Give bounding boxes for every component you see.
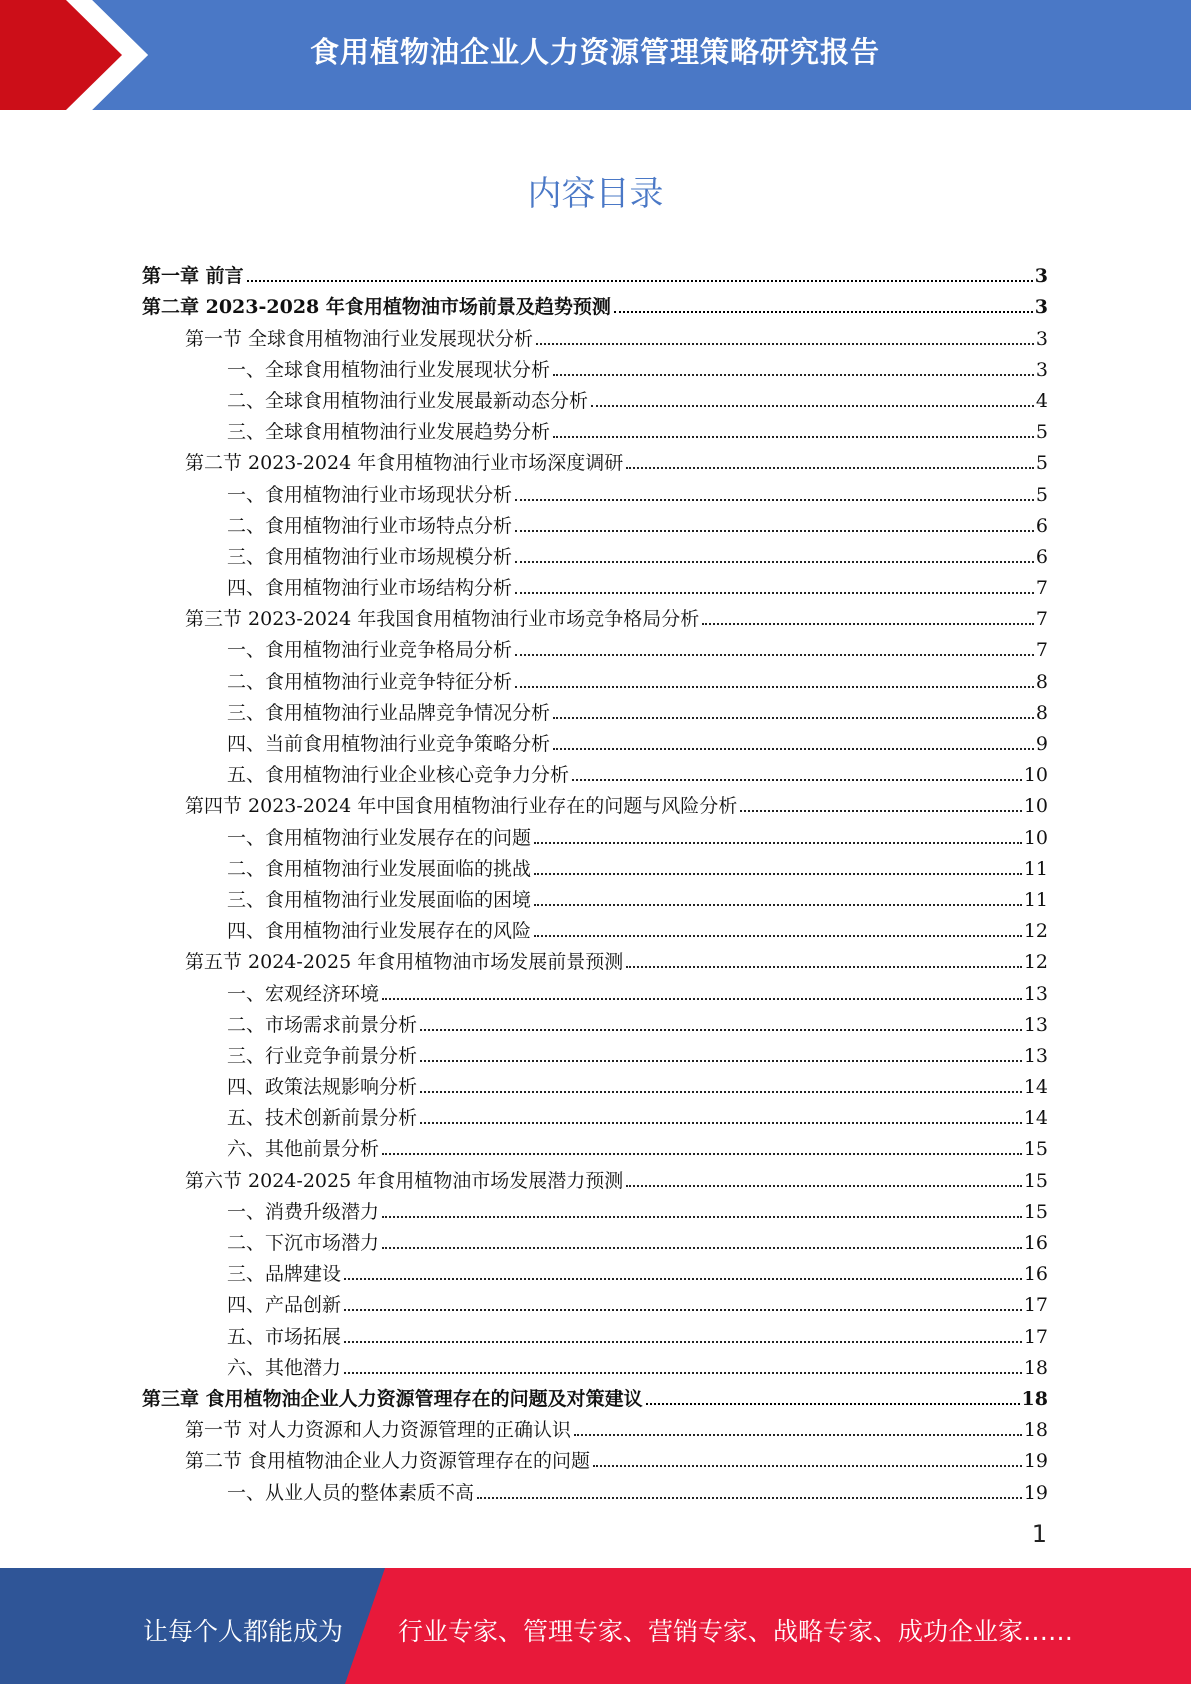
toc-entry[interactable] bbox=[142, 1410, 1048, 1441]
toc-entry-page: 18 bbox=[1023, 1419, 1048, 1442]
toc-entry[interactable] bbox=[142, 1067, 1048, 1098]
toc-entry[interactable] bbox=[142, 1005, 1048, 1036]
toc-entry-label: 第五节 2024-2025 年食用植物油市场发展前景预测 bbox=[185, 951, 624, 974]
toc-entry-page: 18 bbox=[1021, 1387, 1048, 1410]
toc-entry-page: 7 bbox=[1035, 639, 1048, 662]
toc-entry[interactable] bbox=[142, 350, 1048, 381]
toc-entry-page: 14 bbox=[1023, 1107, 1048, 1130]
toc-entry-label: 四、食用植物油行业市场结构分析 bbox=[227, 577, 513, 600]
toc-dot-leader bbox=[515, 686, 1034, 688]
toc-dot-leader bbox=[515, 499, 1034, 501]
toc-entry[interactable] bbox=[142, 599, 1048, 630]
toc-entry-label: 第六节 2024-2025 年食用植物油市场发展潜力预测 bbox=[185, 1169, 624, 1192]
toc-entry-label: 五、食用植物油行业企业核心竞争力分析 bbox=[227, 764, 570, 787]
toc-entry-label: 二、全球食用植物油行业发展最新动态分析 bbox=[227, 389, 589, 412]
toc-entry-label: 三、食用植物油行业市场规模分析 bbox=[227, 545, 513, 568]
toc-entry[interactable] bbox=[142, 849, 1048, 880]
toc-entry-page: 16 bbox=[1023, 1263, 1048, 1286]
toc-dot-leader bbox=[553, 717, 1034, 719]
toc-entry[interactable] bbox=[142, 755, 1048, 786]
toc-entry-page: 7 bbox=[1035, 608, 1048, 631]
toc-entry-label: 二、食用植物油行业竞争特征分析 bbox=[227, 670, 513, 693]
toc-dot-leader bbox=[344, 1341, 1022, 1343]
toc-dot-leader bbox=[477, 1497, 1022, 1499]
toc-dot-leader bbox=[553, 748, 1034, 750]
footer-slogan-left: 让每个人都能成为 bbox=[143, 1617, 344, 1646]
page-number: 1 bbox=[1031, 1520, 1047, 1548]
toc-entry-page: 17 bbox=[1023, 1325, 1048, 1348]
toc-dot-leader bbox=[344, 1278, 1022, 1280]
toc-entry[interactable] bbox=[142, 661, 1048, 692]
toc-entry-page: 9 bbox=[1035, 733, 1048, 755]
toc-entry-label: 五、市场拓展 bbox=[227, 1325, 342, 1348]
toc-entry[interactable] bbox=[142, 942, 1048, 973]
toc-entry[interactable] bbox=[142, 474, 1048, 505]
toc-dot-leader bbox=[536, 343, 1034, 345]
toc-dot-leader bbox=[515, 592, 1034, 594]
toc-dot-leader bbox=[344, 1309, 1022, 1311]
toc-dot-leader bbox=[574, 1434, 1022, 1436]
toc-dot-leader bbox=[515, 530, 1034, 532]
toc-entry-page: 19 bbox=[1023, 1450, 1048, 1473]
toc-entry-label: 第二章 2023-2028 年食用植物油市场前景及趋势预测 bbox=[142, 296, 611, 319]
toc-entry-label: 四、当前食用植物油行业竞争策略分析 bbox=[227, 733, 551, 755]
toc-entry-label: 第二节 2023-2024 年食用植物油行业市场深度调研 bbox=[185, 452, 624, 475]
toc-entry-label: 四、产品创新 bbox=[227, 1294, 342, 1317]
toc-entry-page: 15 bbox=[1023, 1200, 1048, 1223]
toc-dot-leader bbox=[420, 1091, 1022, 1093]
toc-entry-page: 5 bbox=[1035, 483, 1048, 506]
toc-entry-label: 二、食用植物油行业发展面临的挑战 bbox=[227, 857, 532, 880]
toc-dot-leader bbox=[614, 311, 1033, 313]
toc-entry-page: 19 bbox=[1023, 1481, 1048, 1504]
toc-entry-page: 10 bbox=[1023, 764, 1048, 787]
toc-entry-page: 13 bbox=[1023, 982, 1048, 1005]
toc-entry-label: 四、食用植物油行业发展存在的风险 bbox=[227, 920, 532, 943]
toc-dot-leader bbox=[626, 966, 1022, 968]
toc-entry-label: 一、消费升级潜力 bbox=[227, 1200, 380, 1223]
toc-dot-leader bbox=[626, 1185, 1022, 1187]
toc-entry[interactable] bbox=[142, 506, 1048, 537]
toc-entry-label: 六、其他潜力 bbox=[227, 1356, 342, 1379]
toc-entry-label: 第一节 全球食用植物油行业发展现状分析 bbox=[185, 327, 534, 350]
toc-entry-label: 六、其他前景分析 bbox=[227, 1138, 380, 1161]
toc-dot-leader bbox=[740, 810, 1022, 812]
toc-entry-label: 二、下沉市场潜力 bbox=[227, 1232, 380, 1254]
toc-entry-label: 一、食用植物油行业发展存在的问题 bbox=[227, 826, 532, 849]
toc-entry-label: 三、全球食用植物油行业发展趋势分析 bbox=[227, 421, 551, 444]
toc-dot-leader bbox=[591, 405, 1034, 407]
toc-entry[interactable] bbox=[142, 1441, 1048, 1472]
toc-entry[interactable] bbox=[142, 1129, 1048, 1160]
toc-entry-page: 11 bbox=[1023, 857, 1048, 880]
toc-entry-page: 11 bbox=[1023, 888, 1048, 911]
toc-heading: 内容目录 bbox=[527, 174, 664, 214]
toc-entry[interactable] bbox=[142, 880, 1048, 911]
toc-entry[interactable] bbox=[142, 786, 1048, 817]
toc-entry[interactable] bbox=[142, 1160, 1048, 1191]
toc-entry[interactable] bbox=[142, 1036, 1048, 1067]
toc-entry[interactable] bbox=[142, 1285, 1048, 1316]
toc-entry-label: 第四节 2023-2024 年中国食用植物油行业存在的问题与风险分析 bbox=[185, 795, 738, 818]
toc-dot-leader bbox=[420, 1122, 1022, 1124]
toc-entry-page: 4 bbox=[1035, 389, 1048, 412]
toc-entry-label: 三、行业竞争前景分析 bbox=[227, 1044, 418, 1067]
toc-entry-page: 3 bbox=[1034, 265, 1048, 288]
toc-dot-leader bbox=[646, 1403, 1020, 1405]
report-title: 食用植物油企业人力资源管理策略研究报告 bbox=[310, 35, 881, 69]
toc-entry-page: 12 bbox=[1023, 951, 1048, 974]
toc-entry[interactable] bbox=[142, 724, 1048, 755]
toc-entry-label: 二、食用植物油行业市场特点分析 bbox=[227, 514, 513, 537]
toc-entry-page: 17 bbox=[1023, 1294, 1048, 1317]
toc-entry-label: 第一章 前言 bbox=[142, 265, 244, 288]
toc-entry-label: 一、从业人员的整体素质不高 bbox=[227, 1481, 475, 1504]
toc-entry-page: 15 bbox=[1023, 1169, 1048, 1192]
toc-entry-label: 一、食用植物油行业竞争格局分析 bbox=[227, 639, 513, 662]
toc-entry-page: 7 bbox=[1035, 577, 1048, 600]
toc-entry[interactable] bbox=[142, 630, 1048, 661]
toc-entry[interactable] bbox=[142, 256, 1048, 287]
toc-dot-leader bbox=[534, 935, 1022, 937]
toc-entry-page: 8 bbox=[1035, 701, 1048, 724]
toc-entry[interactable] bbox=[142, 443, 1048, 474]
toc-entry[interactable] bbox=[142, 1223, 1048, 1254]
toc-dot-leader bbox=[382, 998, 1022, 1000]
toc-entry-label: 第三章 食用植物油企业人力资源管理存在的问题及对策建议 bbox=[142, 1387, 643, 1410]
toc-entry-page: 3 bbox=[1035, 358, 1048, 381]
toc-entry-page: 10 bbox=[1023, 826, 1048, 849]
toc-entry[interactable] bbox=[142, 568, 1048, 599]
toc-entry-page: 16 bbox=[1023, 1232, 1048, 1254]
toc-dot-leader bbox=[515, 654, 1034, 656]
toc-entry[interactable] bbox=[142, 973, 1048, 1004]
toc-entry[interactable] bbox=[142, 1192, 1048, 1223]
toc-entry[interactable] bbox=[142, 1348, 1048, 1379]
toc-entry-page: 8 bbox=[1035, 670, 1048, 693]
toc-entry-label: 五、技术创新前景分析 bbox=[227, 1107, 418, 1130]
header-band bbox=[0, 0, 1191, 110]
toc-dot-leader bbox=[626, 467, 1034, 469]
toc-entry[interactable] bbox=[142, 318, 1048, 349]
toc-entry[interactable] bbox=[142, 911, 1048, 942]
toc-entry[interactable] bbox=[142, 1098, 1048, 1129]
toc-dot-leader bbox=[534, 842, 1022, 844]
toc-entry-page: 13 bbox=[1023, 1013, 1048, 1036]
toc-entry-page: 18 bbox=[1023, 1356, 1048, 1379]
toc-entry-page: 14 bbox=[1023, 1076, 1048, 1099]
toc-entry-page: 12 bbox=[1023, 920, 1048, 943]
toc-dot-leader bbox=[534, 904, 1022, 906]
toc-entry-page: 13 bbox=[1023, 1044, 1048, 1067]
toc-dot-leader bbox=[382, 1247, 1022, 1249]
toc-dot-leader bbox=[553, 436, 1034, 438]
toc-entry-label: 第二节 食用植物油企业人力资源管理存在的问题 bbox=[185, 1450, 591, 1473]
toc-entry[interactable] bbox=[142, 1379, 1048, 1410]
toc-entry-page: 5 bbox=[1035, 421, 1048, 444]
toc-entry[interactable] bbox=[142, 1472, 1048, 1503]
toc-entry[interactable] bbox=[142, 412, 1048, 443]
toc-entry[interactable] bbox=[142, 381, 1048, 412]
toc-dot-leader bbox=[572, 779, 1022, 781]
toc-entry[interactable] bbox=[142, 537, 1048, 568]
toc-entry-label: 一、全球食用植物油行业发展现状分析 bbox=[227, 358, 551, 381]
toc-entry-page: 3 bbox=[1035, 327, 1048, 350]
toc-dot-leader bbox=[553, 374, 1034, 376]
toc-entry-page: 6 bbox=[1035, 545, 1048, 568]
toc-entry-page: 6 bbox=[1035, 514, 1048, 537]
toc-dot-leader bbox=[420, 1029, 1022, 1031]
toc-entry[interactable] bbox=[142, 1316, 1048, 1347]
toc-entry[interactable] bbox=[142, 1254, 1048, 1285]
toc-dot-leader bbox=[247, 280, 1033, 282]
toc-entry-page: 3 bbox=[1034, 296, 1048, 319]
footer-band bbox=[0, 1568, 1191, 1684]
toc-entry-label: 二、市场需求前景分析 bbox=[227, 1013, 418, 1036]
toc-dot-leader bbox=[702, 623, 1034, 625]
toc-entry[interactable] bbox=[142, 817, 1048, 848]
toc-dot-leader bbox=[420, 1060, 1022, 1062]
toc-entry-page: 15 bbox=[1023, 1138, 1048, 1161]
toc-dot-leader bbox=[515, 561, 1034, 563]
toc-dot-leader bbox=[344, 1372, 1022, 1374]
toc-entry-label: 三、品牌建设 bbox=[227, 1263, 342, 1286]
toc-entry-label: 一、食用植物油行业市场现状分析 bbox=[227, 483, 513, 506]
toc-entry[interactable] bbox=[142, 693, 1048, 724]
toc-dot-leader bbox=[534, 873, 1022, 875]
table-of-contents bbox=[142, 256, 1048, 1504]
toc-entry-label: 第三节 2023-2024 年我国食用植物油行业市场竞争格局分析 bbox=[185, 608, 700, 631]
toc-entry-label: 四、政策法规影响分析 bbox=[227, 1076, 418, 1099]
toc-entry-label: 三、食用植物油行业发展面临的困境 bbox=[227, 888, 532, 911]
toc-dot-leader bbox=[593, 1465, 1022, 1467]
toc-entry-page: 10 bbox=[1023, 795, 1048, 818]
footer-slogan-right: 行业专家、管理专家、营销专家、战略专家、成功企业家…… bbox=[398, 1617, 1074, 1646]
toc-dot-leader bbox=[382, 1216, 1022, 1218]
toc-entry[interactable] bbox=[142, 287, 1048, 318]
toc-dot-leader bbox=[382, 1153, 1022, 1155]
toc-entry-label: 一、宏观经济环境 bbox=[227, 982, 380, 1005]
toc-entry-label: 第一节 对人力资源和人力资源管理的正确认识 bbox=[185, 1419, 572, 1442]
toc-entry-page: 5 bbox=[1035, 452, 1048, 475]
toc-entry-label: 三、食用植物油行业品牌竞争情况分析 bbox=[227, 701, 551, 724]
